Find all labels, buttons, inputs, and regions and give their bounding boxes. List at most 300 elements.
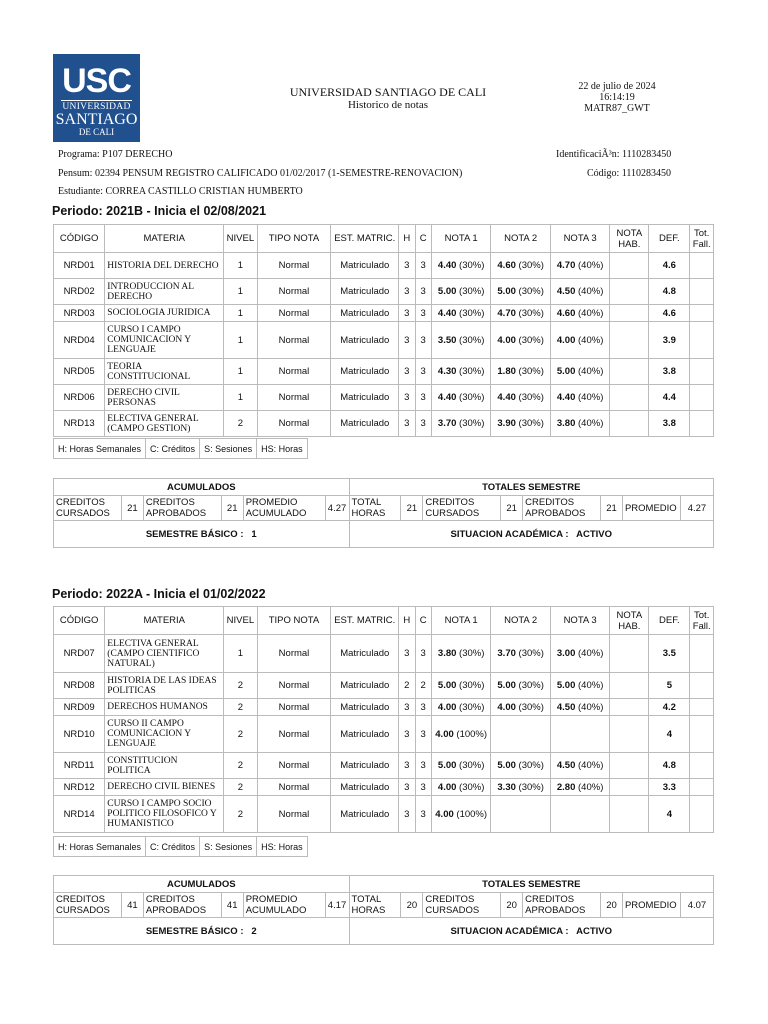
sem-aprobados-label: CREDITOS APROBADOS (523, 893, 601, 918)
sem-promedio-label: PROMEDIO (622, 893, 680, 918)
credits: 3 (415, 253, 431, 279)
grade-type: Normal (257, 673, 331, 699)
semestre-basico-value: 2 (251, 925, 257, 937)
absences (690, 779, 714, 796)
legend-item: H: Horas Semanales (54, 439, 146, 459)
grade-weight: (40%) (578, 260, 604, 271)
final-grade-value: 5 (666, 680, 672, 691)
col-nota2-header: NOTA 2 (491, 607, 550, 635)
col-nota1-header: NOTA 1 (431, 225, 490, 253)
enrollment-status: Matriculado (331, 385, 399, 411)
logo-abbr: USC (62, 62, 131, 100)
col-nota3-header: NOTA 3 (550, 607, 609, 635)
legend-item: S: Sesiones (200, 837, 257, 857)
grade-value: 4.40 (437, 307, 457, 319)
course-level: 1 (224, 635, 257, 673)
final-grade (649, 279, 690, 305)
final-grade-value: 3.8 (662, 366, 676, 377)
grade-weight: (30%) (518, 680, 544, 691)
hours: 3 (399, 716, 415, 753)
course-code: NRD06 (54, 385, 105, 411)
grade-weight: (30%) (459, 286, 485, 297)
col-def-header: DEF. (649, 607, 690, 635)
grade-weight: (40%) (578, 680, 604, 691)
col-est-matric-header: EST. MATRIC. (331, 607, 399, 635)
enrollment-status: Matriculado (331, 796, 399, 833)
final-grade-value: 3.8 (662, 418, 676, 429)
final-grade-value: 4 (666, 808, 672, 820)
credits: 3 (415, 322, 431, 359)
enrollment-status: Matriculado (331, 635, 399, 673)
grade-weight: (40%) (578, 701, 604, 713)
course-name: CURSO II CAMPO COMUNICACION Y LENGUAJE (105, 716, 224, 753)
hours: 3 (399, 305, 415, 322)
grade-1 (431, 279, 490, 305)
hours: 3 (399, 699, 415, 716)
period-start: - Inicia el 01/02/2022 (146, 587, 266, 601)
grade-value: 3.00 (556, 648, 576, 659)
usc-logo (53, 54, 140, 142)
credits: 3 (415, 305, 431, 322)
grade-3 (550, 359, 609, 385)
grade-weight: (30%) (459, 307, 485, 319)
col-h-header: H (399, 607, 415, 635)
sem-promedio-value: 4.07 (680, 893, 713, 918)
course-code: NRD12 (54, 779, 105, 796)
sem-cursados-label: CREDITOS CURSADOS (423, 893, 501, 918)
final-grade (649, 411, 690, 437)
absences (690, 716, 714, 753)
grade-value: 3.50 (437, 334, 457, 346)
grade-weight: (30%) (518, 648, 544, 659)
grade-weight: (30%) (518, 286, 544, 297)
grade-value: 5.00 (437, 760, 457, 771)
grade-value: 5.00 (497, 680, 516, 691)
grade-1 (431, 779, 490, 796)
course-code: NRD10 (54, 716, 105, 753)
final-grade (649, 385, 690, 411)
grade-hab (610, 753, 649, 779)
semestre-basico-label: SEMESTRE BÁSICO : (145, 528, 244, 540)
course-code: NRD03 (54, 305, 105, 322)
enrollment-status: Matriculado (331, 699, 399, 716)
course-name: CURSO I CAMPO SOCIO POLITICO FILOSOFICO Y HUMANISTICO (105, 796, 224, 833)
absences (690, 322, 714, 359)
grade-hab (610, 779, 649, 796)
legend-item: HS: Horas (257, 837, 308, 857)
hours: 3 (399, 635, 415, 673)
absences (690, 279, 714, 305)
logo-line2: SANTIAGO (55, 111, 138, 128)
table-row (54, 385, 714, 411)
grade-hab (610, 796, 649, 833)
estudiante: Estudiante: CORREA CASTILLO CRISTIAN HUMBERTO (58, 186, 303, 197)
course-level: 1 (224, 253, 257, 279)
grade-weight: (40%) (578, 760, 604, 771)
grade-2 (491, 359, 550, 385)
situacion-academica (349, 521, 713, 548)
grade-2 (491, 305, 550, 322)
grades-table (53, 606, 714, 833)
totals-values-row (54, 893, 714, 918)
grade-weight: (30%) (459, 680, 485, 691)
grade-2 (491, 716, 550, 753)
report-header (250, 86, 526, 111)
totals-header-row (54, 876, 714, 893)
course-level: 2 (224, 779, 257, 796)
course-code: NRD13 (54, 411, 105, 437)
course-code: NRD02 (54, 279, 105, 305)
report-subtitle: Historico de notas (347, 99, 429, 111)
totals-values-row (54, 496, 714, 521)
table-row (54, 305, 714, 322)
final-grade-value: 3.5 (662, 648, 676, 659)
grade-weight: (40%) (578, 781, 604, 793)
sem-aprobados-value: 20 (601, 893, 623, 918)
period-title (52, 587, 266, 601)
sem-cursados-value: 21 (501, 496, 523, 521)
final-grade (649, 359, 690, 385)
course-name: DERECHOS HUMANOS (105, 699, 224, 716)
grade-value: 4.00 (435, 808, 454, 820)
grade-weight: (30%) (518, 760, 544, 771)
grade-weight: (40%) (578, 392, 604, 403)
grade-1 (431, 699, 490, 716)
acum-cursados-value: 41 (121, 893, 143, 918)
credits: 3 (415, 635, 431, 673)
grade-3 (550, 305, 609, 322)
grade-weight: (30%) (518, 781, 544, 793)
course-name: SOCIOLOGIA JURIDICA (105, 305, 224, 322)
sem-cursados-label: CREDITOS CURSADOS (423, 496, 501, 521)
enrollment-status: Matriculado (331, 322, 399, 359)
acum-promedio-label: PROMEDIO ACUMULADO (243, 893, 325, 918)
grade-type: Normal (257, 359, 331, 385)
grade-weight: (40%) (578, 418, 604, 429)
course-name: ELECTIVA GENERAL (CAMPO CIENTIFICO NATURAL) (105, 635, 224, 673)
sem-horas-value: 20 (401, 893, 423, 918)
grade-value: 3.70 (497, 648, 516, 659)
credits: 3 (415, 385, 431, 411)
grade-weight: (30%) (459, 334, 485, 346)
credits: 3 (415, 411, 431, 437)
final-grade (649, 779, 690, 796)
col-tipo-nota-header: TIPO NOTA (257, 607, 331, 635)
course-code: NRD04 (54, 322, 105, 359)
grade-1 (431, 796, 490, 833)
grade-2 (491, 411, 550, 437)
grade-3 (550, 253, 609, 279)
grade-type: Normal (257, 753, 331, 779)
grade-value: 4.60 (556, 307, 576, 319)
acum-aprobados-value: 21 (221, 496, 243, 521)
table-row (54, 716, 714, 753)
grade-value: 4.50 (556, 286, 576, 297)
course-name: DERECHO CIVIL BIENES (105, 779, 224, 796)
col-def-header: DEF. (649, 225, 690, 253)
course-level: 1 (224, 385, 257, 411)
grade-1 (431, 385, 490, 411)
col-materia-header: MATERIA (105, 607, 224, 635)
grade-1 (431, 411, 490, 437)
enrollment-status: Matriculado (331, 411, 399, 437)
absences (690, 635, 714, 673)
acum-aprobados-label: CREDITOS APROBADOS (143, 893, 221, 918)
header-row (54, 225, 714, 253)
credits: 3 (415, 779, 431, 796)
course-code: NRD14 (54, 796, 105, 833)
grade-3 (550, 673, 609, 699)
grade-2 (491, 253, 550, 279)
grade-weight: (40%) (578, 307, 604, 319)
legend-item: C: Créditos (146, 439, 200, 459)
grade-2 (491, 635, 550, 673)
semestre-basico (54, 918, 350, 945)
totals-header-row (54, 479, 714, 496)
grade-2 (491, 753, 550, 779)
grade-hab (610, 305, 649, 322)
grade-1 (431, 305, 490, 322)
course-name: HISTORIA DEL DERECHO (105, 253, 224, 279)
course-code: NRD05 (54, 359, 105, 385)
codigo: Código: 1110283450 (587, 168, 671, 179)
course-level: 2 (224, 716, 257, 753)
absences (690, 385, 714, 411)
final-grade-value: 4 (666, 728, 672, 740)
period-title (52, 204, 266, 218)
col-codigo-header: CÓDIGO (54, 607, 105, 635)
acum-promedio-value: 4.27 (325, 496, 349, 521)
grade-2 (491, 385, 550, 411)
credits: 3 (415, 716, 431, 753)
absences (690, 673, 714, 699)
course-code: NRD07 (54, 635, 105, 673)
grade-value: 4.40 (437, 260, 457, 271)
enrollment-status: Matriculado (331, 673, 399, 699)
table-row (54, 253, 714, 279)
legend-item: C: Créditos (146, 837, 200, 857)
grade-weight: (30%) (459, 781, 485, 793)
grade-value: 4.60 (497, 260, 516, 271)
col-c-header: C (415, 225, 431, 253)
grade-3 (550, 716, 609, 753)
credits: 3 (415, 796, 431, 833)
grade-type: Normal (257, 305, 331, 322)
hours: 2 (399, 673, 415, 699)
credits: 3 (415, 699, 431, 716)
final-grade-value: 4.2 (662, 701, 676, 713)
acum-cursados-value: 21 (121, 496, 143, 521)
situacion-academica (349, 918, 713, 945)
grade-hab (610, 699, 649, 716)
credits: 2 (415, 673, 431, 699)
legend-item: H: Horas Semanales (54, 837, 146, 857)
situacion-label: SITUACION ACADÉMICA : (450, 528, 569, 540)
course-level: 1 (224, 305, 257, 322)
grade-value: 3.80 (437, 648, 457, 659)
final-grade (649, 699, 690, 716)
col-tot-fall-header: Tot. Fall. (690, 225, 714, 253)
acum-cursados-label: CREDITOS CURSADOS (54, 893, 122, 918)
grade-weight: (30%) (459, 701, 485, 713)
course-level: 1 (224, 279, 257, 305)
table-row (54, 779, 714, 796)
course-level: 2 (224, 411, 257, 437)
report-time: 16:14:19 (599, 92, 635, 103)
course-name: ELECTIVA GENERAL (CAMPO GESTION) (105, 411, 224, 437)
col-nivel-header: NIVEL (224, 607, 257, 635)
grade-value: 5.00 (497, 760, 516, 771)
grade-type: Normal (257, 385, 331, 411)
col-nota-hab-header: NOTA HAB. (610, 225, 649, 253)
header-row (54, 607, 714, 635)
grade-value: 5.00 (556, 366, 576, 377)
totales-header: TOTALES SEMESTRE (349, 479, 713, 496)
grade-value: 4.00 (435, 728, 454, 740)
grade-hab (610, 673, 649, 699)
grades-table (53, 224, 714, 437)
grade-value: 4.50 (556, 701, 576, 713)
col-nota2-header: NOTA 2 (491, 225, 550, 253)
semestre-basico (54, 521, 350, 548)
grade-hab (610, 411, 649, 437)
table-row (54, 699, 714, 716)
absences (690, 411, 714, 437)
acum-promedio-label: PROMEDIO ACUMULADO (243, 496, 325, 521)
credits: 3 (415, 279, 431, 305)
final-grade (649, 635, 690, 673)
identificacion: IdentificaciÃ³n: 1110283450 (556, 149, 672, 160)
grade-value: 5.00 (556, 680, 576, 691)
period-label: Periodo: 2021B (52, 204, 144, 218)
grade-hab (610, 359, 649, 385)
grade-hab (610, 322, 649, 359)
course-level: 2 (224, 699, 257, 716)
grade-value: 4.30 (437, 366, 457, 377)
col-nota3-header: NOTA 3 (550, 225, 609, 253)
totals-footer-row (54, 521, 714, 548)
final-grade-value: 4.8 (662, 760, 676, 771)
absences (690, 796, 714, 833)
col-c-header: C (415, 607, 431, 635)
table-row (54, 635, 714, 673)
grade-hab (610, 279, 649, 305)
acum-cursados-label: CREDITOS CURSADOS (54, 496, 122, 521)
legend-row (54, 837, 308, 857)
grade-value: 4.40 (437, 392, 457, 403)
table-row (54, 753, 714, 779)
sem-aprobados-label: CREDITOS APROBADOS (523, 496, 601, 521)
grade-1 (431, 716, 490, 753)
grade-type: Normal (257, 716, 331, 753)
grade-1 (431, 253, 490, 279)
credits: 3 (415, 753, 431, 779)
course-level: 2 (224, 796, 257, 833)
grade-1 (431, 359, 490, 385)
course-name: CONSTITUCION POLITICA (105, 753, 224, 779)
period-start: - Inicia el 02/08/2021 (146, 204, 267, 218)
hours: 3 (399, 279, 415, 305)
grade-weight: (40%) (578, 366, 604, 377)
grade-weight: (30%) (518, 366, 544, 377)
enrollment-status: Matriculado (331, 279, 399, 305)
grade-2 (491, 779, 550, 796)
totals-table (53, 478, 714, 548)
grade-value: 4.00 (497, 701, 516, 713)
situacion-value: ACTIVO (576, 528, 613, 540)
grade-value: 4.00 (556, 334, 576, 346)
final-grade (649, 716, 690, 753)
totales-header: TOTALES SEMESTRE (349, 876, 713, 893)
report-date: 22 de julio de 2024 (578, 81, 656, 92)
grade-value: 4.40 (497, 392, 516, 403)
grade-value: 4.40 (556, 392, 576, 403)
grade-weight: (30%) (518, 307, 544, 319)
grade-3 (550, 753, 609, 779)
acum-aprobados-value: 41 (221, 893, 243, 918)
final-grade-value: 4.8 (662, 286, 676, 297)
grade-3 (550, 699, 609, 716)
grade-weight: (30%) (459, 648, 485, 659)
course-name: CURSO I CAMPO COMUNICACION Y LENGUAJE (105, 322, 224, 359)
hours: 3 (399, 322, 415, 359)
semestre-basico-value: 1 (251, 528, 257, 540)
grade-2 (491, 279, 550, 305)
grade-type: Normal (257, 253, 331, 279)
grade-type: Normal (257, 796, 331, 833)
course-level: 2 (224, 753, 257, 779)
enrollment-status: Matriculado (331, 253, 399, 279)
grade-hab (610, 385, 649, 411)
final-grade-value: 3.3 (662, 781, 676, 793)
grade-3 (550, 385, 609, 411)
enrollment-status: Matriculado (331, 359, 399, 385)
grade-weight: (40%) (578, 648, 604, 659)
final-grade-value: 4.6 (662, 260, 676, 271)
grade-3 (550, 779, 609, 796)
grade-weight: (40%) (578, 286, 604, 297)
final-grade (649, 753, 690, 779)
course-level: 1 (224, 322, 257, 359)
final-grade-value: 4.6 (662, 307, 676, 319)
table-row (54, 279, 714, 305)
sem-promedio-value: 4.27 (680, 496, 713, 521)
grade-weight: (30%) (459, 418, 485, 429)
sem-horas-label: TOTAL HORAS (349, 893, 401, 918)
grade-weight: (30%) (459, 366, 485, 377)
grade-weight: (100%) (456, 808, 488, 820)
col-nota-hab-header: NOTA HAB. (610, 607, 649, 635)
table-row (54, 322, 714, 359)
grade-weight: (30%) (459, 392, 485, 403)
grade-2 (491, 699, 550, 716)
situacion-value: ACTIVO (576, 925, 613, 937)
course-code: NRD08 (54, 673, 105, 699)
grade-weight: (40%) (578, 334, 604, 346)
hours: 3 (399, 385, 415, 411)
course-name: TEORIA CONSTITUCIONAL (105, 359, 224, 385)
grade-weight: (30%) (459, 260, 485, 271)
hours: 3 (399, 779, 415, 796)
final-grade (649, 796, 690, 833)
grade-weight: (30%) (518, 392, 544, 403)
absences (690, 753, 714, 779)
table-row (54, 796, 714, 833)
hours: 3 (399, 359, 415, 385)
grade-2 (491, 673, 550, 699)
grade-1 (431, 753, 490, 779)
totals-footer-row (54, 918, 714, 945)
